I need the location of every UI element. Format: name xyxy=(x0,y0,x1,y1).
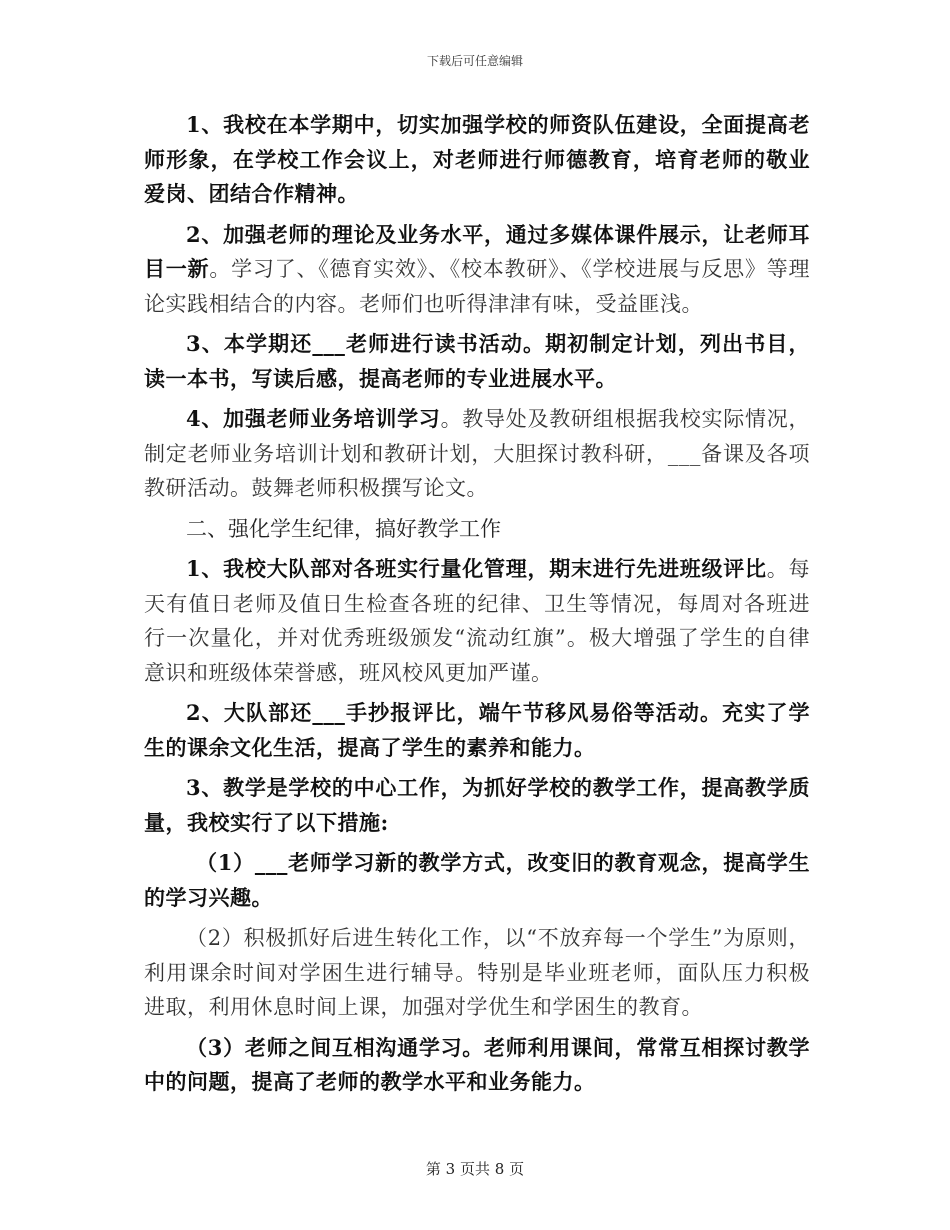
paragraph-10 xyxy=(144,1031,810,1100)
paragraph-7-lead: 3、教学是学校的中心工作，为抓好学校的教学工作，提高教学质量，我校实行了以下措施: xyxy=(144,775,810,835)
paragraph-1 xyxy=(144,108,810,212)
paragraph-9-rest: （2）积极抓好后进生转化工作，以“不放弃每一个学生”为原则，利用课余时间对学困生进行辅导。特别是毕业班老师，面队压力积极进取，利用休息时间上课，加强对学优生和学困生的教育。 xyxy=(144,926,810,1019)
page-footer: 第 3 页共 8 页 xyxy=(425,1160,525,1178)
paragraph-4 xyxy=(144,402,810,506)
paragraph-8 xyxy=(144,846,810,915)
paragraph-4-lead: 4、加强老师业务培训学习 xyxy=(186,406,441,431)
paragraph-5-lead: 1、我校大队部对各班实行量化管理，期末进行先进班级评比 xyxy=(186,556,767,581)
document-body xyxy=(144,108,810,1100)
paragraph-3 xyxy=(144,327,810,396)
page-header: 下载后可任意编辑 xyxy=(426,54,523,68)
section-heading-2: 二、强化学生纪律，搞好教学工作 xyxy=(186,516,501,541)
paragraph-1-lead: 1、我校在本学期中，切实加强学校的师资队伍建设，全面提高老师形象，在学校工作会议上，对老师进行师德教育，培育老师的敬业爱岗、团结合作精神。 xyxy=(144,112,810,206)
paragraph-8-lead: （1）___老师学习新的教学方式，改变旧的教育观念，提高学生的学习兴趣。 xyxy=(144,850,810,910)
paragraph-9 xyxy=(144,921,810,1025)
paragraph-2-lead: 2、加强老师的理论及业务水平，通过多媒体课件展示，让老师耳目一新 xyxy=(144,221,810,281)
paragraph-10-lead: （3）老师之间互相沟通学习。老师利用课间，常常互相探讨教学中的问题，提高了老师的教学水平和业务能力。 xyxy=(144,1034,810,1094)
paragraph-2 xyxy=(144,218,810,322)
paragraph-5-rest: 。每天有值日老师及值日生检查各班的纪律、卫生等情况，每周对各班进行一次量化，并对优秀班级颁发“流动红旗”。极大增强了学生的自律意识和班级体荣誉感，班风校风更加严谨。 xyxy=(144,557,810,685)
paragraph-5 xyxy=(144,552,810,690)
paragraph-2-rest: 。学习了、《德育实效》、《校本教研》、《学校进展与反思》等理论实践相结合的内容。老师们也听得津津有味，受益匪浅。 xyxy=(144,257,810,316)
paragraph-3-lead: 3、本学期还___老师进行读书活动。期初制定计划，列出书目，读一本书，写读后感，提高老师的专业进展水平。 xyxy=(144,331,810,391)
paragraph-4-rest: 。教导处及教研组根据我校实际情况，制定老师业务培训计划和教研计划，大胆探讨教科研，___备课及各项教研活动。鼓舞老师积极撰写论文。 xyxy=(144,407,810,500)
paragraph-7 xyxy=(144,771,810,840)
paragraph-6-lead: 2、大队部还___手抄报评比，端午节移风易俗等活动。充实了学生的课余文化生活，提高了学生的素养和能力。 xyxy=(144,700,810,760)
paragraph-6 xyxy=(144,696,810,765)
